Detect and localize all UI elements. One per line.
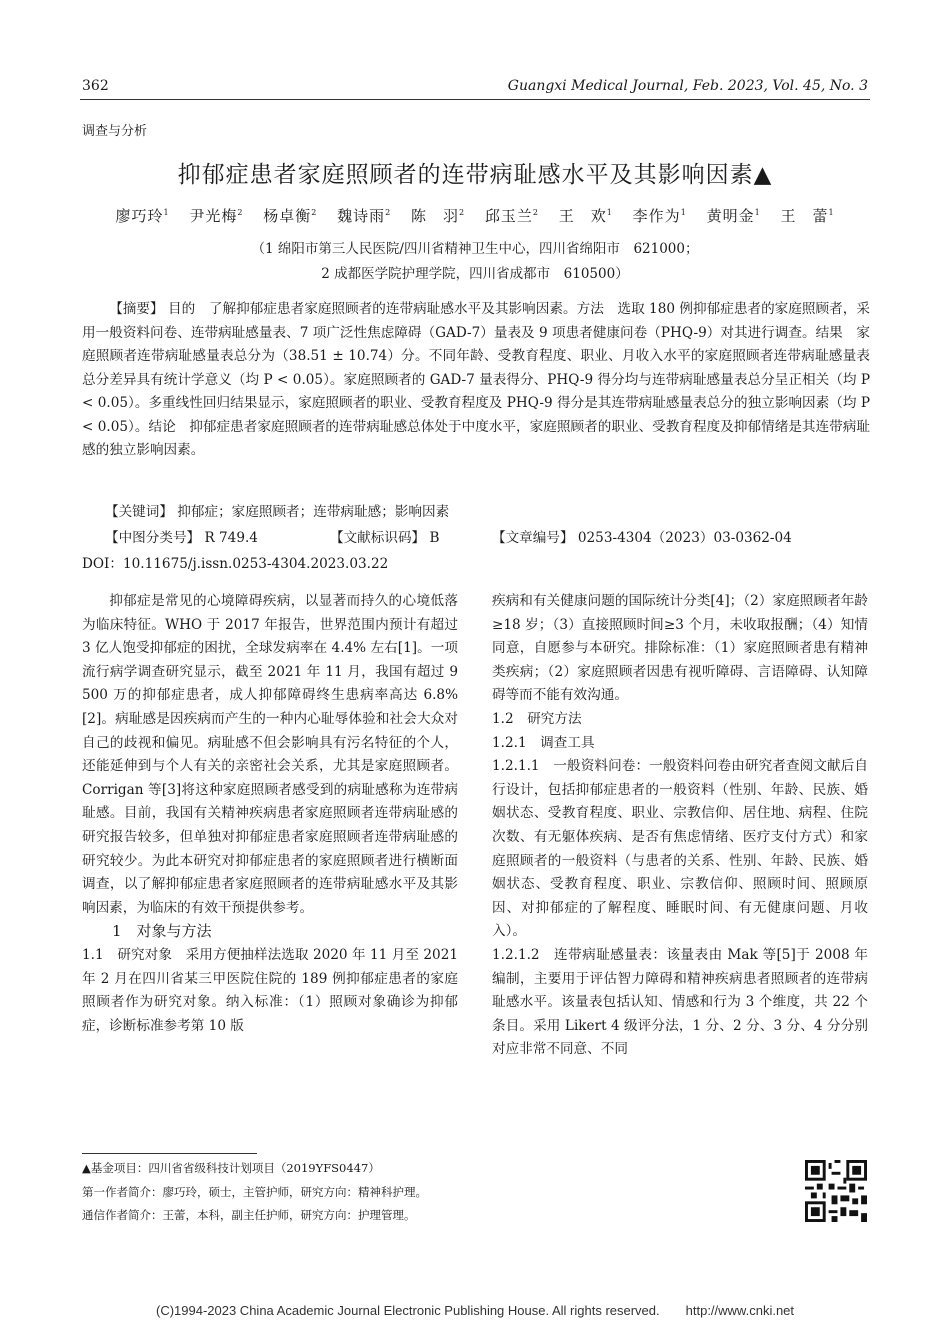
author: 李作为$^1$ — [632, 207, 687, 225]
author: 陈 羽$^2$ — [411, 207, 466, 225]
criteria-continued: 疾病和有关健康问题的国际统计分类[4]；（2）家庭照顾者年龄≥18 岁；（3）直接照顾时间≥3 个月，未收取报酬；（4）知情同意，自愿参与本研究。排除标准：（1）家庭照顾者患有精神类疾病；（2）家庭照顾者因患有视听障碍、言语障碍、认知障碍等而不能有效沟通。 — [492, 593, 868, 704]
author: 廖巧玲$^1$ — [115, 207, 170, 225]
subsection-1-2-1: 1.2.1 调查工具 — [492, 734, 595, 751]
first-author-note: 第一作者简介：廖巧玲，硕士，主管护师，研究方向：精神科护理。 — [82, 1185, 427, 1199]
page-number: 362 — [82, 78, 109, 94]
author: 邱玉兰$^2$ — [484, 207, 539, 225]
intro-paragraph: 抑郁症是常见的心境障碍疾病，以显著而持久的心境低落为临床特征。WHO 于 2017 年报告，世界范围内预计有超过 3 亿人饱受抑郁症的困扰，全球发病率在 4.4% 左右[1]。一项流行病学调查研究显示，截至 2021 年 11 月，我国有超过 9 500 万的抑郁症患者，成人抑郁障碍终生患病率高达 6.8%[2]。病耻感是因疾病而产生的一种内心耻辱体验和社会大众对自己的歧视和偏见。病耻感不但会影响具有污名特征的个人，还能延伸到与个人有关的亲密社会关系，尤其是家庭照顾者。Corrigan 等[3]将这种家庭照顾者感受到的病耻感称为连带病耻感。目前，我国有关精神疾病患者家庭照顾者连带病耻感的研究报告较多，但单独对抑郁症患者家庭照顾者连带病耻感的研究较少。为此本研究对抑郁症患者的家庭照顾者进行横断面调查，以了解抑郁症患者家庭照顾者的连带病耻感水平及其影响因素，为临床的有效干预提供参考。 — [82, 593, 458, 916]
author: 王 蕾$^1$ — [780, 207, 835, 225]
paper-title: 抑郁症患者家庭照顾者的连带病耻感水平及其影响因素▲ — [177, 162, 773, 188]
document-code: 【文献标识码】 B — [330, 530, 440, 546]
copyright-notice: (C)1994-2023 China Academic Journal Electronic Publishing House. All rights reserved. http://www.cnki.net — [155, 1303, 795, 1318]
author-list — [0, 205, 950, 226]
affiliation-line-1: （1 绵阳市第三人民医院/四川省精神卫生中心，四川省绵阳市 621000； — [251, 241, 699, 257]
corresponding-author-note: 通信作者简介：王蕾，本科，副主任护师，研究方向：护理管理。 — [82, 1208, 416, 1222]
author: 尹光梅$^2$ — [189, 207, 244, 225]
author: 王 欢$^1$ — [558, 207, 613, 225]
doi: DOI：10.11675/j.issn.0253-4304.2023.03.22 — [82, 556, 389, 572]
subsection-1-1: 1.1 研究对象 采用方便抽样法选取 2020 年 11 月至 2021 年 2 月在四川省某三甲医院住院的 189 例抑郁症患者的家庭照顾者作为研究对象。纳入标准：（1）照顾对象确诊为抑郁症，诊断标准参考第 10 版 — [82, 946, 458, 1034]
footnote-rule — [82, 1153, 257, 1154]
article-number: 【文章编号】 0253-4304（2023）03-0362-04 — [492, 530, 792, 546]
article-category: 调查与分析 — [82, 124, 148, 139]
left-column — [82, 590, 458, 1038]
subsection-1-2-1-1: 1.2.1.1 一般资料问卷：一般资料问卷由研究者查阅文献后自行设计，包括抑郁症患者的一般资料（性别、年龄、民族、婚姻状态、受教育程度、职业、宗教信仰、居住地、病程、住院次数、有无躯体疾病、是否有焦虑情绪、医疗支付方式）和家庭照顾者的一般资料（与患者的关系、性别、年龄、民族、婚姻状态、受教育程度、职业、宗教信仰、照顾时间、照顾原因、对抑郁症的了解程度、睡眠时间、有无健康问题、月收入）。 — [492, 758, 868, 940]
author: 杨卓衡$^2$ — [263, 207, 318, 225]
subsection-1-2: 1.2 研究方法 — [492, 710, 582, 727]
keywords: 【关键词】 抑郁症；家庭照顾者；连带病耻感；影响因素 — [105, 504, 450, 520]
abstract: 【摘要】 目的 了解抑郁症患者家庭照顾者的连带病耻感水平及其影响因素。方法 选取 180 例抑郁症患者的家庭照顾者，采用一般资料问卷、连带病耻感量表、7 项广泛性焦虑障碍（GAD-7）量表及 9 项患者健康问卷（PHQ-9）对其进行调查。结果 家庭照顾者连带病耻感量表总分为（38.51 ± 10.74）分。不同年龄、受教育程度、职业、月收入水平的家庭照顾者连带病耻感量表总分差异具有统计学意义（均 P < 0.05）。家庭照顾者的 GAD-7 量表得分、PHQ-9 得分均与连带病耻感量表总分呈正相关（均 P < 0.05）。多重线性回归结果显示，家庭照顾者的职业、受教育程度及 PHQ-9 得分是其连带病耻感量表总分的独立影响因素（均 P < 0.05）。结论 抑郁症患者家庭照顾者的连带病耻感总体处于中度水平，家庭照顾者的职业、受教育程度及抑郁情绪是其连带病耻感的独立影响因素。 — [82, 301, 870, 458]
author: 黄明金$^1$ — [706, 207, 761, 225]
funding-note: ▲基金项目：四川省省级科技计划项目（2019YFS0447） — [82, 1161, 380, 1175]
qr-code-icon — [805, 1160, 867, 1222]
header-rule — [80, 99, 870, 100]
clc-number: 【中图分类号】 R 749.4 — [105, 530, 258, 546]
journal-citation: Guangxi Medical Journal, Feb. 2023, Vol. 45, No. 3 — [507, 78, 868, 94]
right-column — [492, 590, 868, 1062]
subsection-1-2-1-2: 1.2.1.2 连带病耻感量表：该量表由 Mak 等[5]于 2008 年编制，主要用于评估智力障碍和精神疾病患者照顾者的连带病耻感水平。该量表包括认知、情感和行为 3 个维度，共 22 个条目。采用 Likert 4 级评分法，1 分、2 分、3 分、4 分分别对应非常不同意、不同 — [492, 946, 868, 1058]
section-heading-1: 1 对象与方法 — [112, 922, 212, 941]
author: 魏诗雨$^2$ — [337, 207, 392, 225]
affiliation-line-2: 2 成都医学院护理学院，四川省成都市 610500） — [321, 266, 629, 282]
